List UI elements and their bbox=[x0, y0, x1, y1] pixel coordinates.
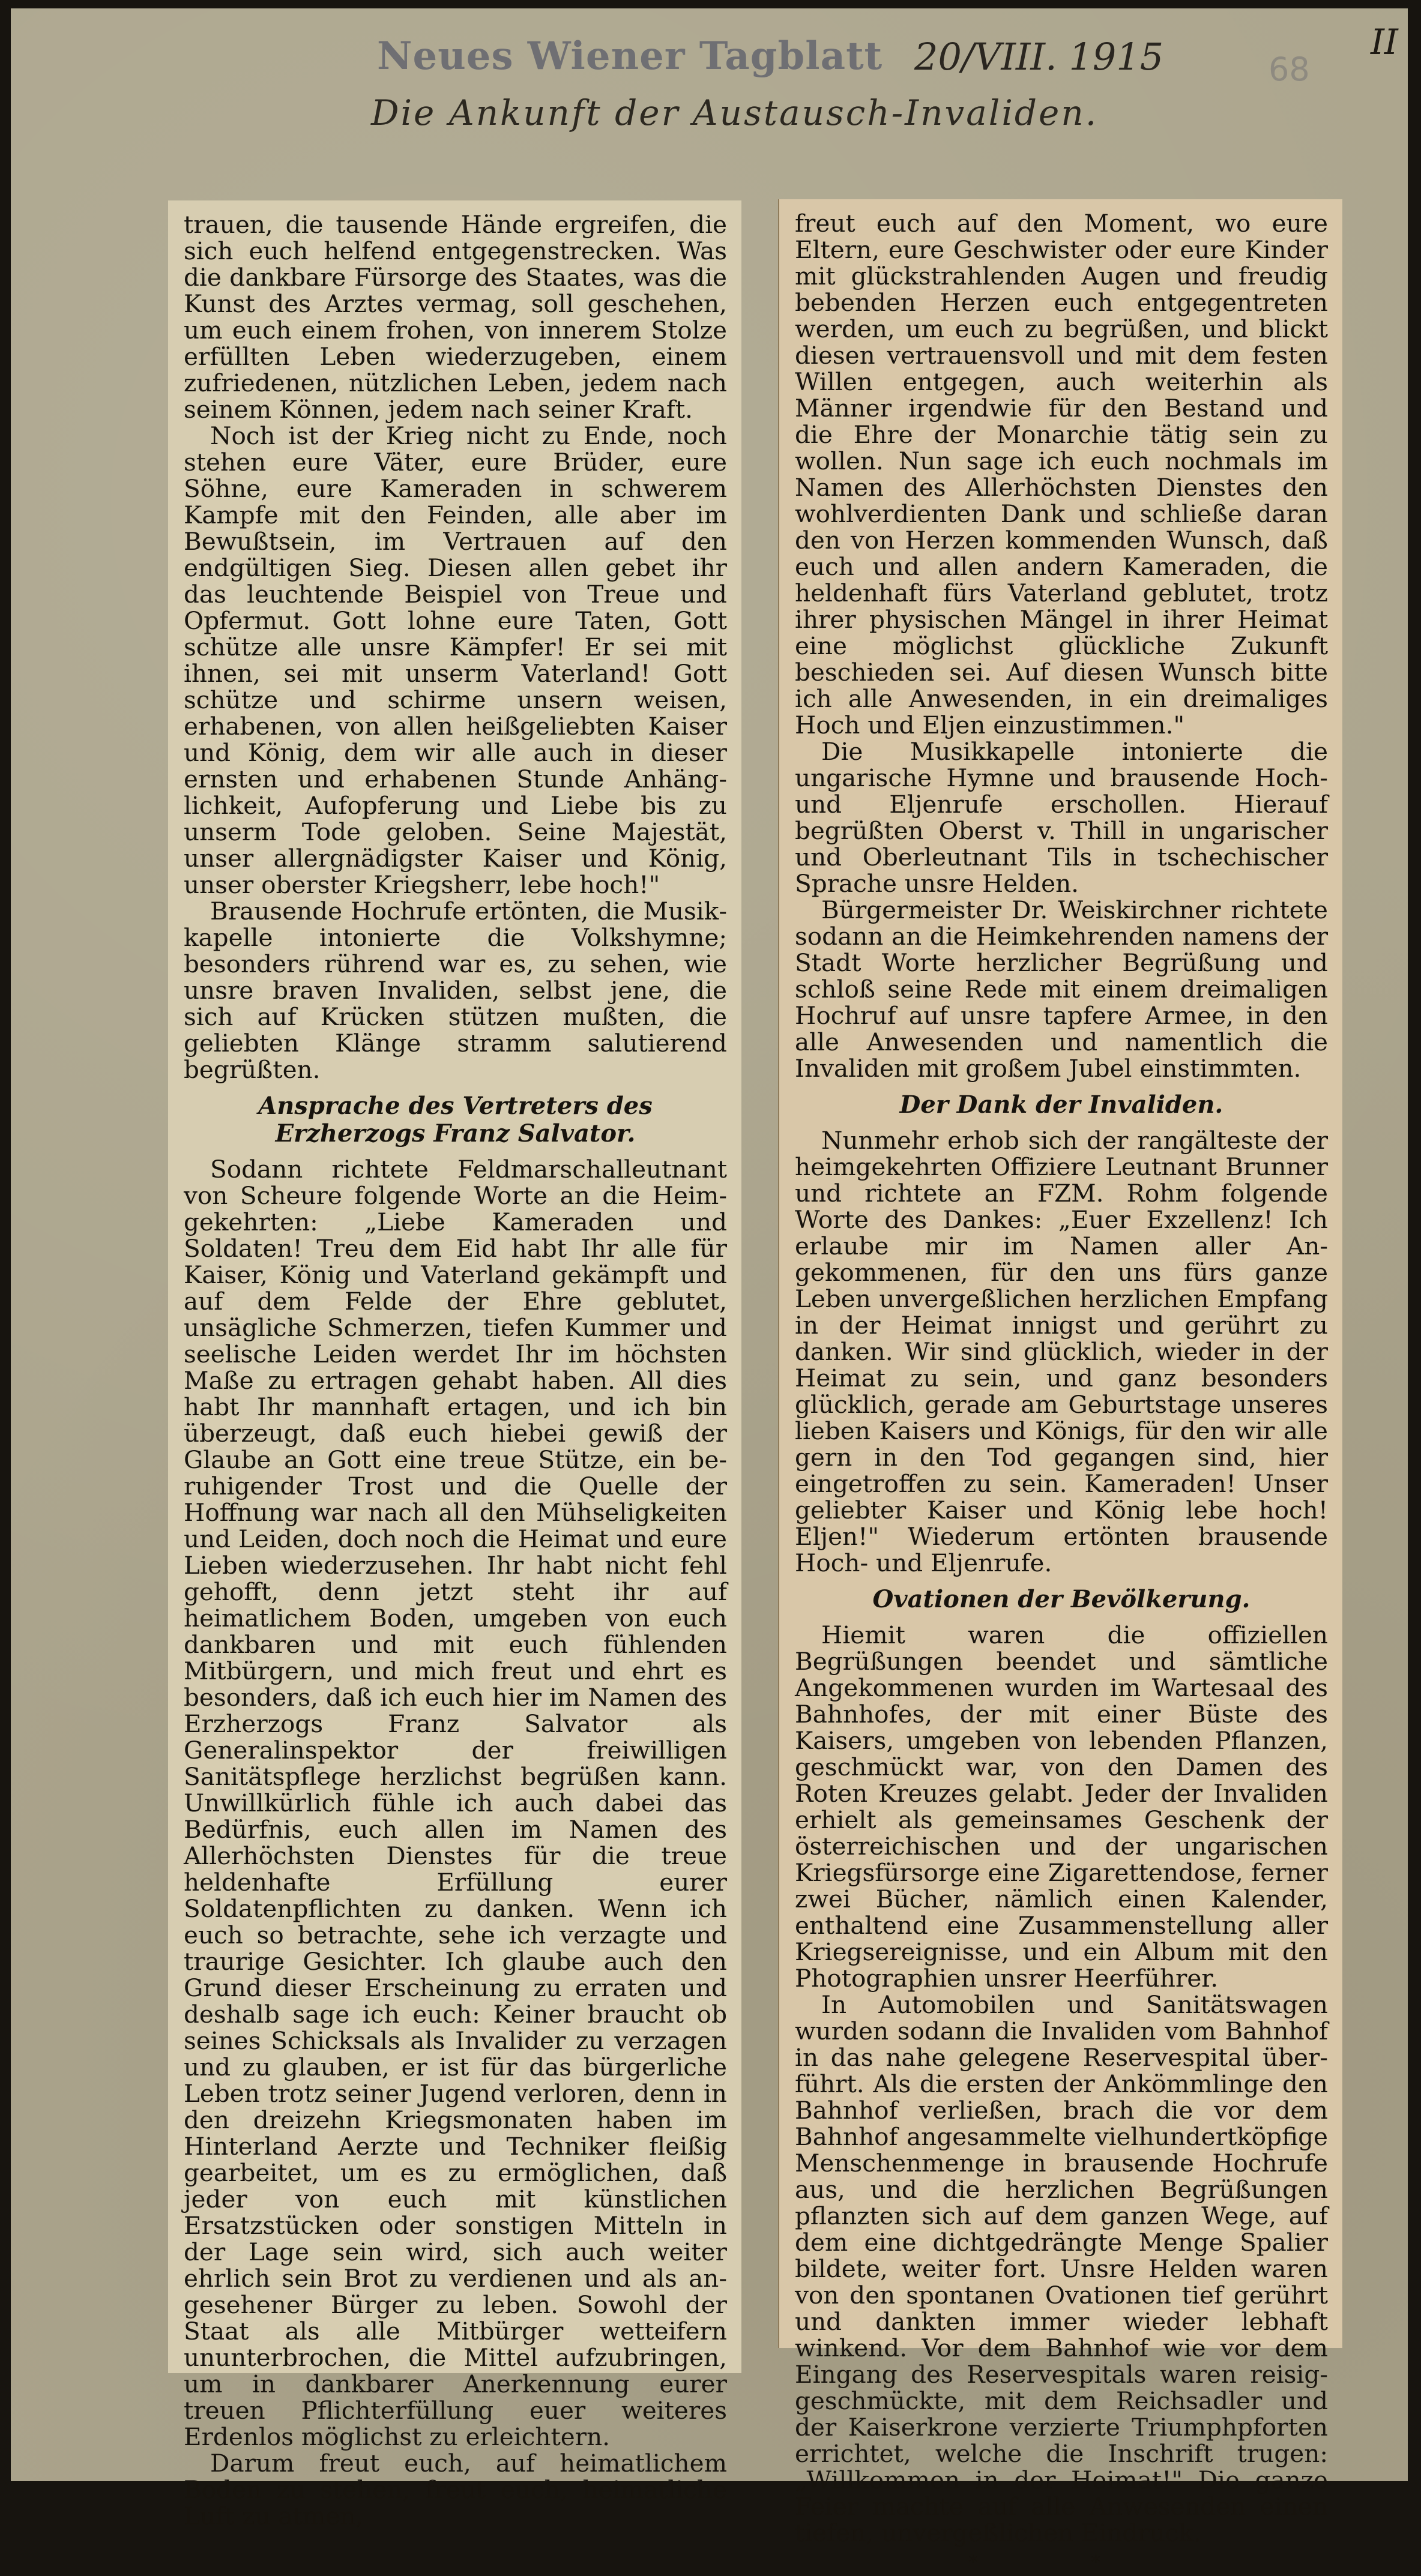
roman-numeral-mark: II bbox=[1371, 22, 1398, 62]
handwritten-annotation: Die Ankunft der Austausch-Invaliden. bbox=[371, 92, 1099, 133]
archive-sheet bbox=[11, 8, 1408, 2573]
article-paragraph: trauen, die tausende Hände ergreifen, die sich euch helfend entgegenstrecken. Was die dankbare Fürsorge des Staates, was die Kunst des Arztes vermag, soll geschehen, um euch einem frohen, von innerem Stolze erfüllten Leben wiederzugeben, einem zufriedenen, nützlichen Leben, jedem nach seinem Können, jedem nach seiner Kraft. bbox=[184, 210, 727, 424]
article-paragraph: Brausende Hochrufe ertönten, die Musikkapelle intonierte die Volkshymne; besonders rührend war es, zu sehen, wie unsre braven Invaliden, selbst jene, die sich auf Krücken stützen mußten, die geliebten Klänge stramm salutierend begrüßten. bbox=[184, 897, 727, 1084]
handwritten-date: 20/VIII. 1915 bbox=[914, 35, 1164, 79]
end-mark: * * bbox=[968, 2552, 1154, 2573]
article-paragraph: Die Musikkapelle intonierte die ungarische Hymne und brausende Hoch- und Eljenrufe erschollen. Hierauf begrüßten Oberst v. Thill in ungarischer und Oberleutnant Tils in tschechischer Sprache unsre Helden. bbox=[795, 737, 1328, 898]
article-paragraph: Bürgermeister Dr. Weiskirchner richtete sodann an die Heimkehrenden namens der Stadt Worte herzlicher Begrüßung und schloß seine Rede mit einem dreimaligen Hochruf auf unsre tapfere Armee, in den alle Anwesenden und namentlich die Invaliden mit großem Jubel einstimmten. bbox=[795, 895, 1328, 1083]
article-paragraph: freut euch auf den Moment, wo eure Eltern, eure Geschwister oder eure Kinder mit glückstrahlenden Augen und freudig bebenden Herzen euch entgegentreten werden, um euch zu begrüßen, und blickt diesen vertrauensvoll und mit dem festen Willen entgegen, auch weiterhin als Männer irgendwie für den Bestand und die Ehre der Monarchie tätig sein zu wollen. Nun sage ich euch nochmals im Namen des Allerhöchsten Dienstes den wohlverdienten Dank und schließe daran den von Herzen kommenden Wunsch, daß euch und allen andern Kameraden, die heldenhaft fürs Vaterland geblutet, trotz ihrer physischen Mängel in ihrer Heimat eine möglichst glückliche Zukunft beschieden sei. Auf diesen Wunsch bitte ich alle Anwesenden, in ein dreimaliges Hoch und Eljen einzustimmen." bbox=[795, 209, 1328, 739]
article-paragraph: Nunmehr erhob sich der rangälteste der heimgekehrten Offiziere Leutnant Brunner und richtete an FZM. Rohm folgende Worte des Dankes: „Euer Exzellenz! Ich erlaube mir im Namen aller Angekommenen, für den uns fürs ganze Leben unvergeßlichen herzlichen Empfang in der Heimat innigst und gerührt zu danken. Wir sind glücklich, wieder in der Heimat zu sein, und ganz besonders glücklich, gerade am Geburtstage unseres lieben Kaisers und Königs, für den wir alle gern in den Tod gegangen sind, hier eingetroffen zu sein. Kameraden! Unser geliebter Kaiser und König lebe hoch! Eljen!" Wiederum ertönten brausende Hoch- und Eljenrufe. bbox=[795, 1126, 1328, 1577]
article-paragraph: In Automobilen und Sanitätswagen wurden sodann die Invaliden vom Bahnhof in das nahe gelegene Reservespital überführt. Als die ersten der Ankömmlinge den Bahnhof verließen, brach die vor dem Bahnhof angesammelte vielhundertköpfige Menschenmenge in brausende Hochrufe aus, und die herzlichen Begrüßungen pflanzten sich auf dem ganzen Wege, auf dem eine dichtgedrängte Menge Spalier bildete, weiter fort. Unsre Helden waren von den spontanen Ovationen tief gerührt und dankten immer wieder lebhaft winkend. Vor dem Bahnhof wie vor dem Eingang des Reservespitals waren reisiggeschmückte, mit dem Reichsadler und der Kaiserkrone verzierte Triumphpforten errichtet, welche die Inschrift trugen: „Willkommen in der Heimat!" Die ganze Feier machte auf alle Anwesenden einen tiefen, unvergeßlichen Eindruck. bbox=[795, 1990, 1328, 2547]
clipping-right-column bbox=[778, 199, 1342, 2573]
section-heading: Ansprache des Vertreters des Erzherzogs Franz Salvator. bbox=[258, 1092, 653, 1148]
folio-number: 68 bbox=[1269, 50, 1310, 88]
article-paragraph: Hiemit waren die offiziellen Begrüßungen beendet und sämtliche Angekommenen wurden im Wartesaal des Bahnhofes, der mit einer Büste des Kaisers, umgeben von lebenden Pflanzen, geschmückt war, von den Damen des Roten Kreuzes gelabt. Jeder der Invaliden erhielt als gemeinsames Geschenk der österreichischen und der ungarischen Kriegsfürsorge eine Zigarettendose, ferner zwei Bücher, nämlich einen Kalender, enthaltend eine Zusammenstellung aller Kriegsereignisse, und ein Album mit den Photographien unsrer Heerführer. bbox=[795, 1621, 1328, 1993]
clipping-left-column bbox=[168, 200, 741, 2530]
newspaper-title-stamp: Neues Wiener Tagblatt bbox=[377, 34, 883, 79]
article-paragraph: Sodann richtete Feldmarschalleutnant von Scheure folgende Worte an die Heimgekehrten: „Liebe Kameraden und Soldaten! Treu dem Eid habt Ihr alle für Kaiser, König und Vaterland gekämpft und auf dem Felde der Ehre geblutet, unsägliche Schmerzen, tiefen Kummer und seelische Leiden werdet Ihr im höchsten Maße zu ertragen gehabt haben. All dies habt Ihr mannhaft ertagen, und ich bin überzeugt, daß euch hiebei gewiß der Glaube an Gott eine treue Stütze, ein beruhigender Trost und die Quelle der Hoffnung war nach all den Mühseligkeiten und Leiden, doch noch die Heimat und eure Lieben wiederzusehen. Ihr habt nicht fehl gehofft, denn jetzt steht ihr auf heimatlichem Boden, umgeben von euch dankbaren und mit euch fühlenden Mitbürgern, und mich freut und ehrt es besonders, daß ich euch hier im Namen des Erzherzogs Franz Salvator als Generalinspektor der freiwilligen Sanitätspflege herzlichst begrüßen kann. Unwillkürlich fühle ich auch dabei das Bedürfnis, euch allen im Namen des Allerhöchsten Dienstes für die treue heldenhafte Erfüllung eurer Soldatenpflichten zu danken. Wenn ich euch so betrachte, sehe ich verzagte und traurige Gesichter. Ich glaube auch den Grund dieser Erscheinung zu erraten und deshalb sage ich euch: Keiner braucht ob seines Schicksals als Invalider zu verzagen und zu glauben, er ist für das bürgerliche Leben trotz seiner Jugend verloren, denn in den dreizehn Kriegsmonaten haben im Hinterland Aerzte und Techniker fleißig gearbeitet, um es zu ermöglichen, daß jeder von euch mit künstlichen Ersatzstücken oder sonstigen Mitteln in der Lage sein wird, sich auch weiter ehrlich sein Brot zu verdienen und als angesehener Bürger zu leben. Sowohl der Staat als alle Mitbürger wetteifern ununterbrochen, die Mittel aufzubringen, um in dankbarer Anerkennung eurer treuen Pflichterfüllung euer weiteres Erdenlos möglichst zu erleichtern. bbox=[184, 1155, 727, 2451]
section-heading: Ovationen der Bevölkerung. bbox=[872, 1585, 1251, 1613]
section-heading: Der Dank der Invaliden. bbox=[899, 1091, 1223, 1119]
article-paragraph: Noch ist der Krieg nicht zu Ende, noch stehen eure Väter, eure Brüder, eure Söhne, eure Kameraden in schwerem Kampfe mit den Feinden, alle aber im Bewußtsein, im Vertrauen auf den endgültigen Sieg. Diesen allen gebet ihr das leuchtende Beispiel von Treue und Opfermut. Gott lohne eure Taten, Gott schütze alle unsre Kämpfer! Er sei mit ihnen, sei mit unserm Vaterland! Gott schütze und schirme unsern weisen, erhabenen, von allen heißgeliebten Kaiser und König, dem wir alle auch in dieser ernsten und erhabenen Stunde Anhänglichkeit, Aufopferung und Liebe bis zu unserm Tode geloben. Seine Majestät, unser allergnädigster Kaiser und König, unser oberster Kriegsherr, lebe hoch!" bbox=[184, 421, 727, 899]
article-paragraph: Darum freut euch, auf heimatlichem Boden zu stehen, freut euch, heimatliche Luft zu atmen, bbox=[184, 2449, 727, 2530]
